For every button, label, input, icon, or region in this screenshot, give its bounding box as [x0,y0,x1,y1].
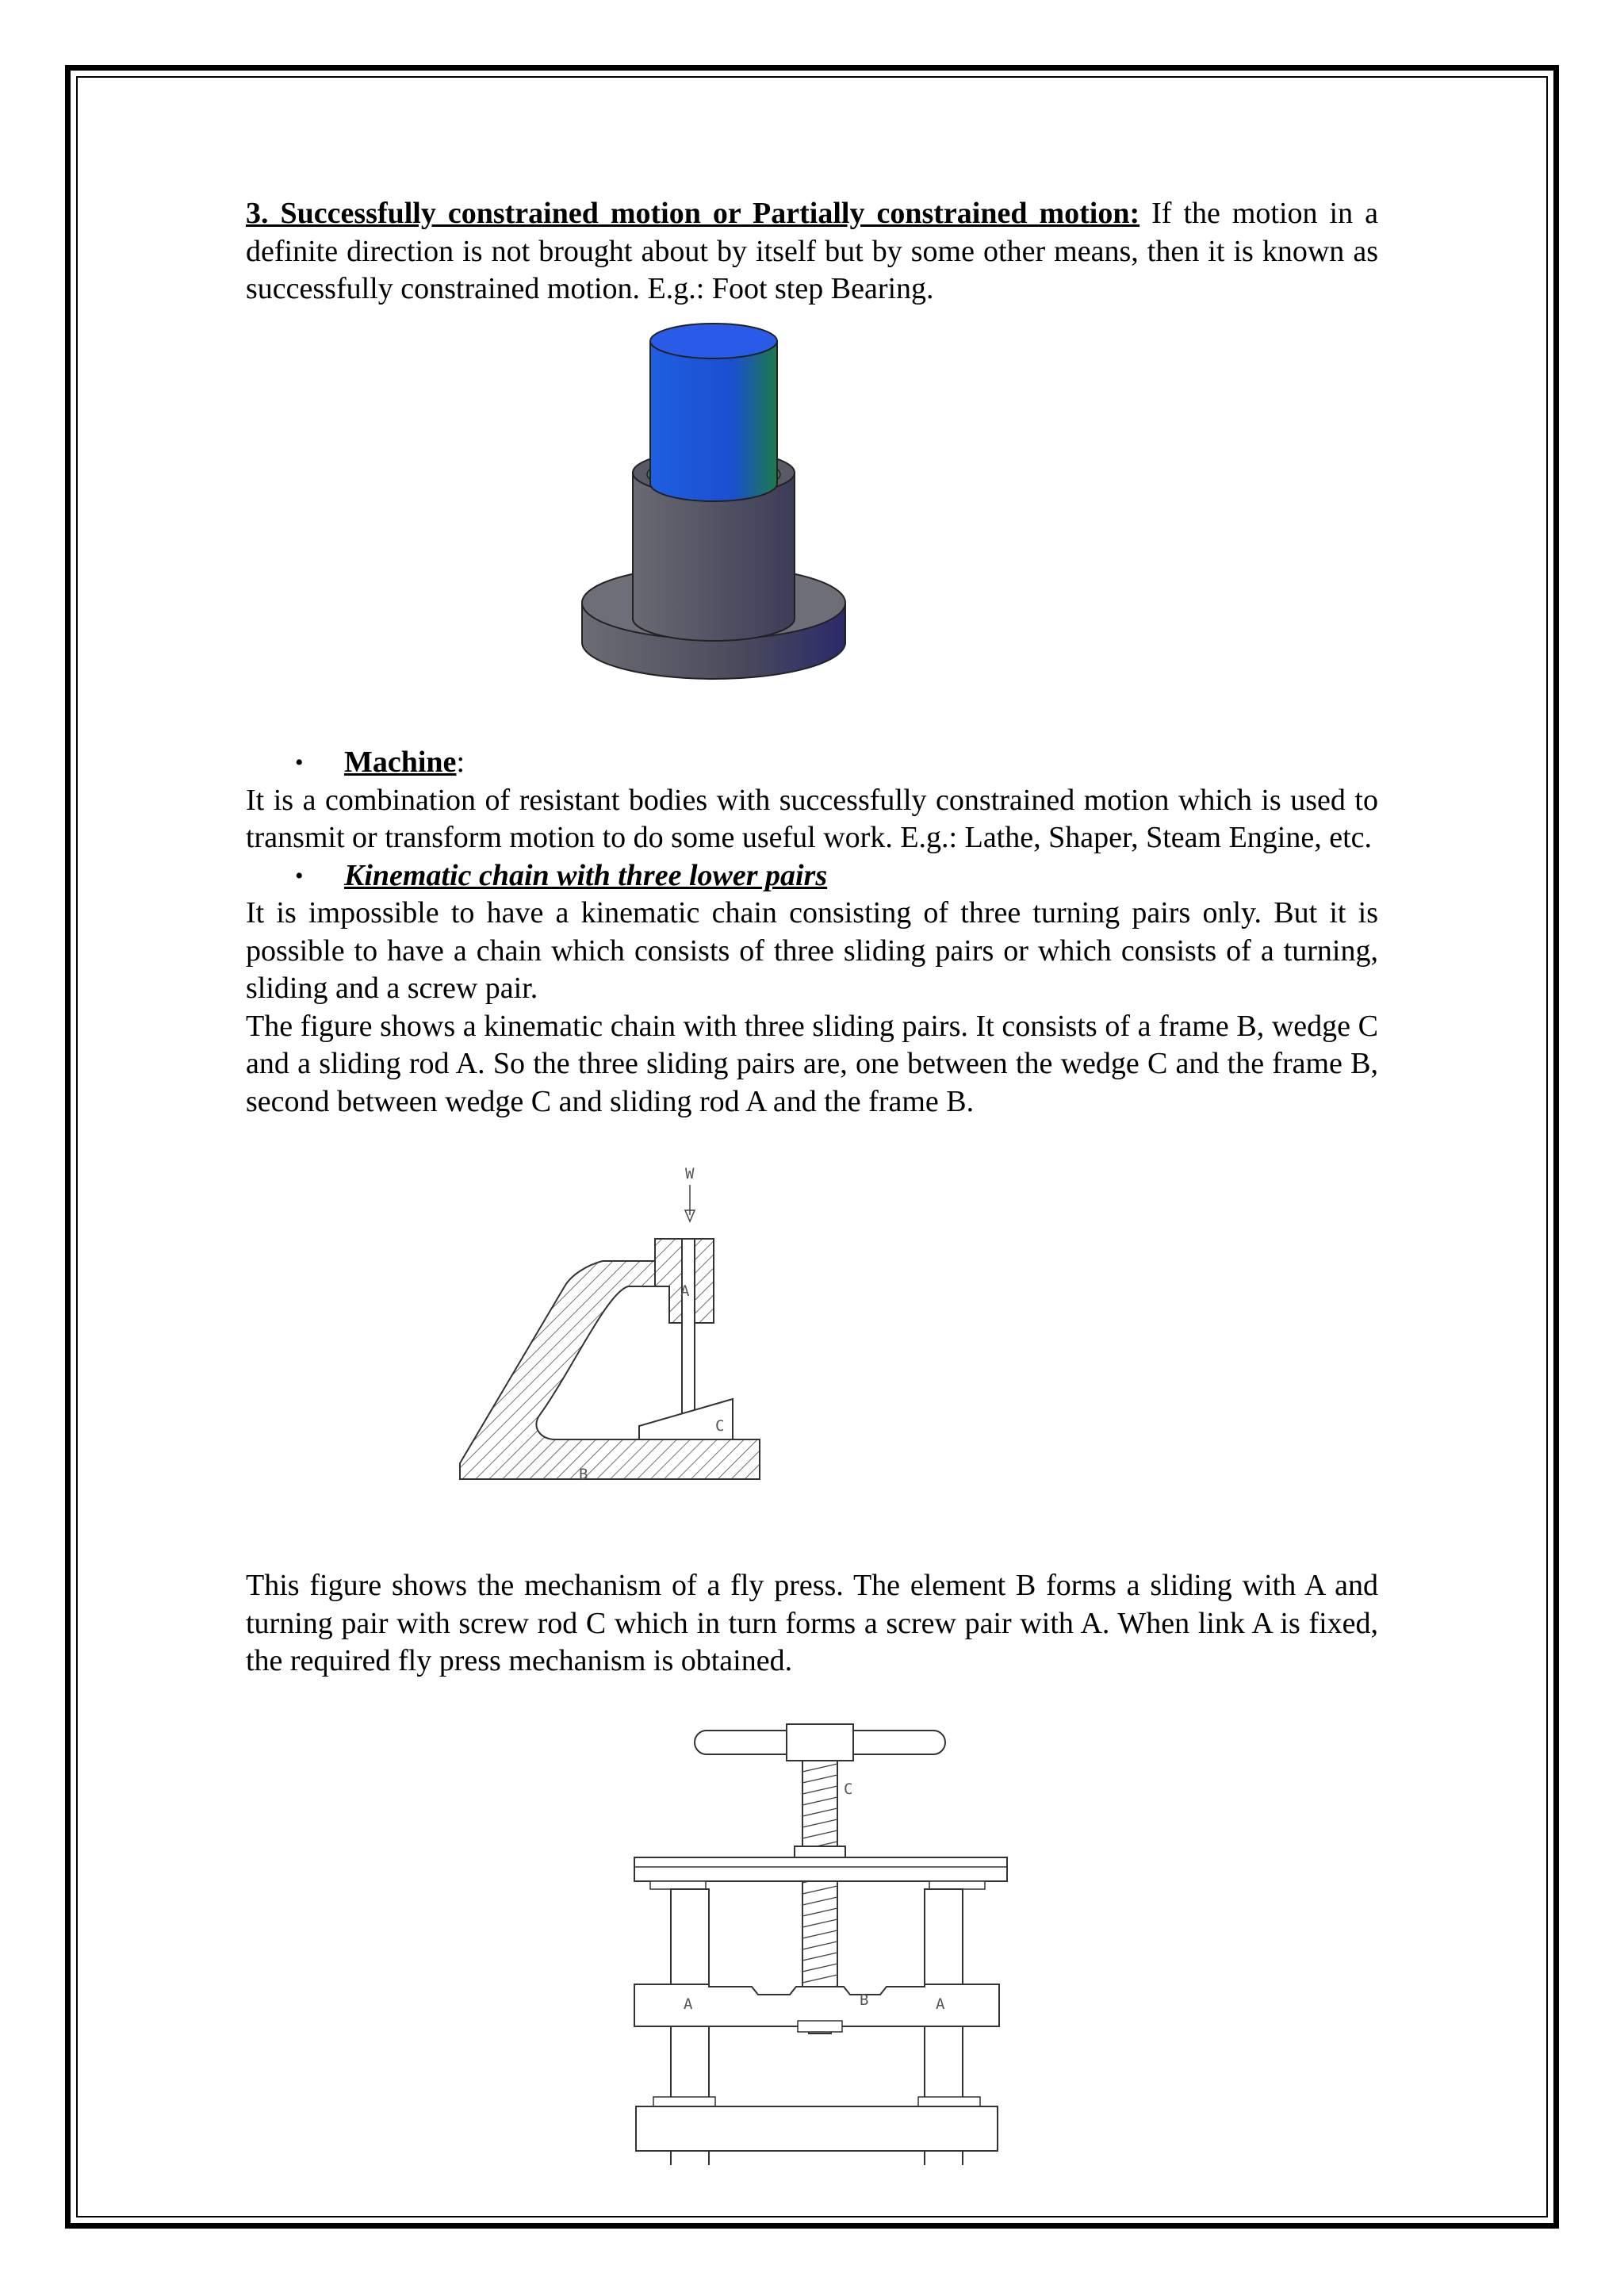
sliding-rod-a [682,1239,695,1415]
wedge-label: C [715,1417,725,1435]
section-3-heading: 3. Successfully constrained motion or Partially constrained motion: [246,197,1140,230]
machine-colon: : [456,746,465,779]
frame-b [460,1239,760,1479]
machine-bullet [246,744,1378,782]
fly-press-figure [619,1705,1015,2165]
foot-step-bearing-figure [571,317,848,730]
frame-label: B [579,1466,588,1483]
kinematic-paragraph-2: The figure shows a kinematic chain with three sliding pairs. It consists of a frame B, wedge C and a sliding rod A. So the three sliding pairs are, one between the wedge C and the frame B, second between wedge C and sliding rod A and the frame B. [246,1009,1378,1118]
section-3-body: If the motion in a definite direction is not brought about by itself but by some other means, then it is known as successfully constrained motion. E.g.: Foot step Bearing. [246,197,1378,305]
load-label: W [685,1166,695,1182]
press-base [636,2097,998,2151]
bearing-shaft [650,324,777,501]
slider-label: B [860,1991,869,2009]
bullet-icon: • [295,749,304,776]
kinematic-bullet [246,857,1378,895]
machine-paragraph: It is a combination of resistant bodies with successfully constrained motion which is used to transmit or transform motion to do some useful work. E.g.: Lathe, Shaper, Steam Engine, etc. [246,783,1378,854]
kinematic-paragraph-1: It is impossible to have a kinematic chain consisting of three turning pairs only. But it is possible to have a chain which consists of three sliding pairs or which consists of a turning, sliding and a screw pair. [246,896,1378,1005]
section-3-block [246,195,1378,309]
flypress-block [246,1567,1378,1681]
rod-label: A [680,1282,690,1300]
screw-label: C [844,1780,853,1798]
left-column-label: A [684,1995,693,2013]
kinematic-chain-figure [452,1166,769,1562]
bullet-icon: • [295,862,304,889]
kinematic-title: Kinematic chain with three lower pairs [344,858,828,892]
machine-block [246,744,1378,1121]
machine-title: Machine [344,746,457,779]
handwheel [695,1724,945,1761]
flypress-paragraph: This figure shows the mechanism of a fly press. The element B forms a sliding with A and turning pair with screw rod C which in turn forms a screw pair with A. When link A is fixed, the required fly press mechanism is obtained. [246,1569,1378,1677]
load-arrow [685,1185,695,1221]
right-column-label: A [936,1995,945,2013]
section-3-paragraph [246,195,1378,309]
